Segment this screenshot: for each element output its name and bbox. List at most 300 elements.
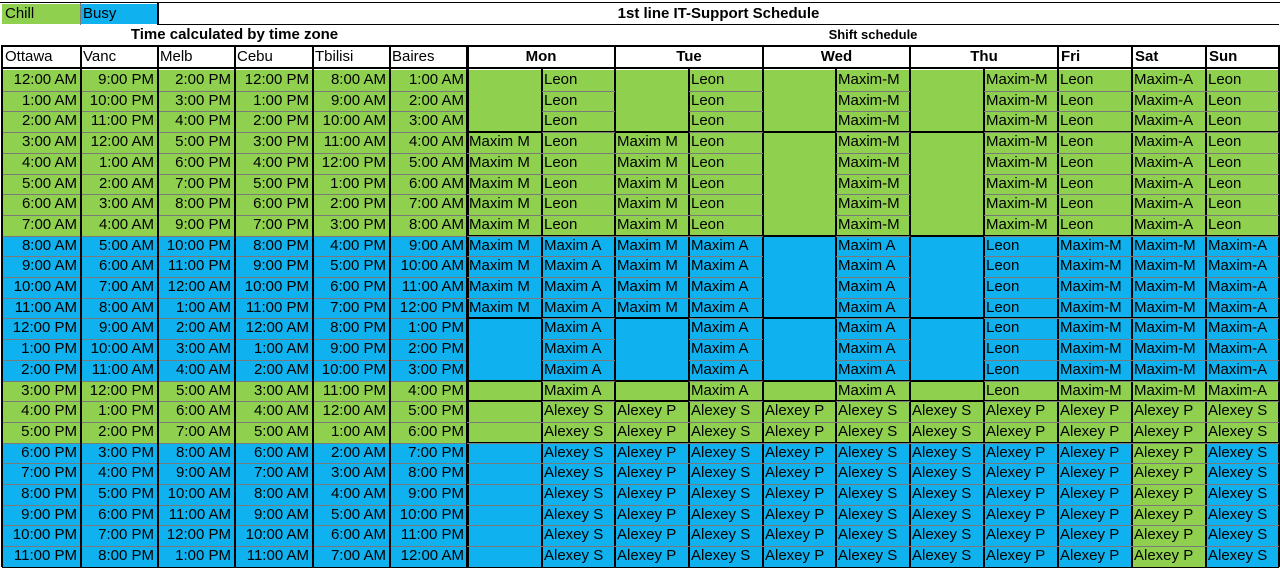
grid-line (984, 422, 1058, 423)
tz-time-cell: 6:00 PM (389, 422, 467, 443)
tz-time-cell: 4:00 PM (2, 401, 80, 422)
shift-cell: Maxim A (542, 298, 615, 318)
grid-line (542, 318, 615, 319)
shift-cell (467, 525, 542, 546)
grid-line (0, 2, 1280, 3)
shift-cell (763, 236, 836, 256)
grid-line (836, 318, 910, 319)
shift-cell: Maxim-M (1058, 339, 1132, 360)
shift-cell: Leon (1206, 132, 1279, 153)
tz-time-cell: 5:00 AM (2, 174, 80, 194)
grid-line (2, 67, 1279, 69)
grid-line (1058, 194, 1279, 195)
grid-line (762, 45, 764, 567)
grid-line (910, 484, 984, 485)
grid-line (467, 153, 542, 154)
grid-line (689, 91, 763, 92)
shift-cell: Alexey P (763, 422, 836, 443)
grid-line (984, 236, 1058, 237)
day-header-thu: Thu (970, 48, 998, 65)
shift-cell: Maxim M (467, 236, 542, 256)
tz-time-cell: 10:00 PM (389, 505, 467, 525)
shift-cell: Leon (1206, 215, 1279, 236)
tz-time-cell: 12:00 AM (80, 132, 157, 153)
shift-cell (910, 360, 984, 381)
tz-time-cell: 11:00 PM (234, 298, 312, 318)
grid-line (836, 422, 910, 423)
shift-cell: Maxim-A (1132, 111, 1206, 132)
grid-line (836, 443, 910, 444)
shift-cell (763, 277, 836, 298)
shift-cell (615, 111, 689, 132)
shift-cell (763, 111, 836, 132)
grid-line (466, 45, 468, 567)
shift-cell: Maxim A (542, 256, 615, 277)
shift-cell: Alexey S (542, 463, 615, 484)
grid-line (542, 91, 615, 92)
grid-line (836, 111, 910, 112)
day-header-fri: Fri (1061, 48, 1081, 65)
shift-cell: Alexey S (910, 443, 984, 463)
shift-cell (910, 277, 984, 298)
shift-cell: Leon (1058, 91, 1132, 111)
shift-cell: Maxim A (689, 360, 763, 381)
shift-cell: Maxim-A (1206, 381, 1279, 401)
tz-time-cell: 8:00 PM (157, 194, 234, 215)
grid-line (1058, 277, 1279, 278)
grid-line (1058, 91, 1279, 92)
day-header-sat: Sat (1135, 48, 1159, 65)
tz-time-cell: 1:00 AM (389, 70, 467, 91)
shift-cell: Alexey S (836, 443, 910, 463)
tz-time-cell: 11:00 AM (234, 546, 312, 567)
grid-line (984, 505, 1058, 506)
shift-cell: Alexey S (1206, 401, 1279, 422)
shift-cell: Alexey P (1132, 401, 1206, 422)
tz-time-cell: 12:00 PM (389, 298, 467, 318)
grid-line (984, 546, 1058, 547)
tz-time-cell: 3:00 AM (157, 339, 234, 360)
grid-line (615, 505, 689, 506)
shift-cell (910, 256, 984, 277)
grid-line (542, 546, 615, 547)
grid-line (689, 318, 763, 319)
shift-cell: Alexey S (910, 546, 984, 567)
grid-line (836, 256, 910, 257)
tz-time-cell: 3:00 AM (80, 194, 157, 215)
shift-cell: Maxim A (836, 256, 910, 277)
shift-cell: Alexey S (836, 546, 910, 567)
grid-line (542, 525, 615, 526)
shift-cell: Alexey S (910, 422, 984, 443)
grid-line (984, 215, 1058, 216)
tz-time-cell: 7:00 PM (389, 443, 467, 463)
tz-time-cell: 11:00 PM (157, 256, 234, 277)
shift-cell: Alexey S (1206, 422, 1279, 443)
tz-time-cell: 7:00 AM (80, 277, 157, 298)
grid-line (615, 443, 689, 444)
shift-cell: Maxim-M (1058, 360, 1132, 381)
shift-cell: Maxim-M (984, 174, 1058, 194)
grid-line (910, 525, 984, 526)
grid-line (836, 277, 910, 278)
grid-line (542, 132, 615, 133)
grid-line (836, 381, 910, 382)
shift-cell: Maxim A (542, 339, 615, 360)
grid-line (836, 174, 910, 175)
shift-cell: Maxim-M (1058, 298, 1132, 318)
shift-cell (467, 484, 542, 505)
tz-column-header: Tbilisi (315, 48, 354, 65)
grid-line (467, 215, 542, 216)
shift-cell: Maxim A (836, 277, 910, 298)
tz-time-cell: 12:00 PM (312, 153, 389, 174)
shift-cell: Maxim M (615, 236, 689, 256)
shift-cell: Alexey P (984, 401, 1058, 422)
shift-cell: Alexey S (689, 422, 763, 443)
grid-line (1057, 45, 1059, 567)
shift-cell: Maxim-A (1132, 174, 1206, 194)
tz-time-cell: 10:00 PM (157, 236, 234, 256)
tz-time-cell: 9:00 AM (234, 505, 312, 525)
tz-time-cell: 9:00 AM (389, 236, 467, 256)
shift-cell: Maxim-M (1132, 381, 1206, 401)
shift-cell: Maxim-M (984, 132, 1058, 153)
tz-time-cell: 8:00 AM (80, 298, 157, 318)
shift-cell (763, 174, 836, 194)
grid-line (467, 505, 542, 506)
tz-time-cell: 1:00 PM (312, 174, 389, 194)
shift-cell: Alexey S (1206, 443, 1279, 463)
shift-cell: Alexey P (984, 463, 1058, 484)
tz-time-cell: 4:00 PM (389, 381, 467, 401)
tz-time-cell: 4:00 AM (389, 132, 467, 153)
day-header-mon: Mon (525, 48, 557, 65)
tz-time-cell: 10:00 AM (2, 277, 80, 298)
shift-cell: Maxim-A (1132, 215, 1206, 236)
shift-cell: Alexey P (615, 422, 689, 443)
grid-line (689, 505, 763, 506)
tz-column-header: Cebu (237, 48, 273, 65)
grid-line (984, 298, 1058, 299)
grid-line (689, 484, 763, 485)
shift-cell (910, 318, 984, 339)
tz-time-cell: 2:00 AM (389, 91, 467, 111)
shift-cell: Alexey P (763, 484, 836, 505)
shift-cell: Maxim M (467, 277, 542, 298)
grid-line (1058, 339, 1279, 340)
tz-time-cell: 7:00 AM (389, 194, 467, 215)
shift-cell: Alexey P (763, 505, 836, 525)
shift-cell (615, 360, 689, 381)
shift-cell: Maxim-A (1132, 132, 1206, 153)
grid-line (615, 298, 689, 299)
shift-cell: Alexey S (542, 546, 615, 567)
tz-column-header: Vanc (83, 48, 117, 65)
grid-line (836, 525, 910, 526)
tz-time-cell: 7:00 AM (157, 422, 234, 443)
grid-line (1058, 505, 1279, 506)
grid-line (984, 194, 1058, 195)
shift-cell: Alexey S (542, 525, 615, 546)
tz-time-cell: 3:00 AM (312, 463, 389, 484)
grid-line (910, 505, 984, 506)
shift-cell: Maxim A (542, 236, 615, 256)
page-title: 1st line IT-Support Schedule (617, 5, 820, 22)
shift-cell: Alexey S (689, 546, 763, 567)
grid-line (836, 401, 910, 402)
grid-line (689, 381, 763, 382)
grid-line (542, 339, 615, 340)
shift-cell (763, 132, 836, 153)
shift-cell: Leon (984, 360, 1058, 381)
tz-time-cell: 2:00 PM (2, 360, 80, 381)
shift-cell: Alexey P (984, 484, 1058, 505)
grid-line (542, 236, 615, 237)
shift-cell (910, 194, 984, 215)
shift-cell: Maxim A (836, 298, 910, 318)
tz-time-cell: 3:00 PM (157, 91, 234, 111)
grid-line (542, 463, 615, 464)
shift-cell: Maxim M (615, 277, 689, 298)
grid-line (1131, 45, 1133, 567)
day-header-tue: Tue (676, 48, 702, 65)
grid-line (689, 401, 763, 402)
shift-cell: Maxim-M (1058, 381, 1132, 401)
grid-line (615, 236, 689, 237)
grid-line (1, 45, 3, 567)
shift-cell: Leon (1206, 194, 1279, 215)
tz-column-header: Ottawa (5, 48, 53, 65)
grid-line (615, 153, 689, 154)
tz-time-cell: 9:00 PM (2, 505, 80, 525)
tz-time-cell: 7:00 PM (312, 298, 389, 318)
grid-line (1058, 422, 1279, 423)
tz-time-cell: 5:00 PM (2, 422, 80, 443)
shift-cell: Leon (689, 194, 763, 215)
tz-time-cell: 5:00 PM (312, 256, 389, 277)
tz-time-cell: 11:00 AM (80, 360, 157, 381)
shift-cell: Maxim M (467, 298, 542, 318)
tz-time-cell: 6:00 AM (2, 194, 80, 215)
shift-cell: Maxim A (689, 256, 763, 277)
tz-time-cell: 8:00 PM (80, 546, 157, 567)
grid-line (542, 174, 615, 175)
tz-time-cell: 3:00 PM (2, 381, 80, 401)
grid-line (836, 360, 910, 361)
grid-line (542, 153, 615, 154)
grid-line (542, 401, 615, 402)
shift-cell: Maxim-A (1206, 360, 1279, 381)
shift-cell: Maxim-A (1132, 153, 1206, 174)
tz-time-cell: 8:00 AM (312, 70, 389, 91)
tz-time-cell: 8:00 AM (2, 236, 80, 256)
shift-cell: Leon (689, 174, 763, 194)
grid-line (467, 277, 542, 278)
shift-cell: Alexey P (1058, 401, 1132, 422)
tz-time-cell: 4:00 AM (157, 360, 234, 381)
shift-cell: Maxim-A (1132, 70, 1206, 91)
tz-time-cell: 6:00 AM (389, 174, 467, 194)
shift-cell: Alexey S (689, 484, 763, 505)
shift-cell: Alexey P (615, 463, 689, 484)
tz-time-cell: 12:00 AM (157, 277, 234, 298)
shift-cell: Maxim M (467, 215, 542, 236)
shift-cell: Alexey P (1058, 546, 1132, 567)
shift-cell: Leon (689, 132, 763, 153)
grid-line (689, 215, 763, 216)
shift-cell: Maxim-M (984, 70, 1058, 91)
grid-line (836, 505, 910, 506)
shift-cell: Maxim-M (984, 194, 1058, 215)
shift-cell: Leon (1058, 132, 1132, 153)
tz-time-cell: 9:00 PM (234, 256, 312, 277)
tz-time-cell: 9:00 AM (312, 91, 389, 111)
shift-cell (763, 298, 836, 318)
shift-cell: Alexey S (689, 505, 763, 525)
tz-time-cell: 5:00 PM (80, 484, 157, 505)
shift-cell: Leon (1058, 111, 1132, 132)
grid-line (909, 45, 911, 567)
shift-cell: Maxim-M (984, 111, 1058, 132)
tz-time-cell: 7:00 PM (234, 215, 312, 236)
grid-line (467, 463, 542, 464)
tz-time-cell: 6:00 PM (234, 194, 312, 215)
shift-cell (763, 215, 836, 236)
tz-time-cell: 1:00 PM (157, 546, 234, 567)
tz-time-cell: 6:00 PM (2, 443, 80, 463)
tz-time-cell: 5:00 AM (389, 153, 467, 174)
grid-line (467, 422, 542, 423)
grid-line (1058, 111, 1279, 112)
grid-line (1058, 443, 1279, 444)
tz-time-cell: 2:00 AM (312, 443, 389, 463)
tz-time-cell: 4:00 AM (2, 153, 80, 174)
shift-cell: Alexey P (763, 525, 836, 546)
shift-cell: Alexey S (910, 525, 984, 546)
grid-line (1058, 236, 1279, 237)
shift-cell: Alexey S (689, 401, 763, 422)
tz-time-cell: 11:00 AM (312, 132, 389, 153)
shift-cell: Maxim-A (1132, 194, 1206, 215)
grid-line (542, 298, 615, 299)
tz-time-cell: 2:00 PM (80, 422, 157, 443)
tz-time-cell: 8:00 PM (389, 463, 467, 484)
shift-cell: Alexey S (542, 505, 615, 525)
grid-line (1058, 174, 1279, 175)
tz-time-cell: 2:00 PM (157, 70, 234, 91)
grid-line (1058, 153, 1279, 154)
shift-cell (467, 70, 542, 91)
shift-cell: Maxim A (542, 318, 615, 339)
shift-cell (910, 91, 984, 111)
shift-cell: Alexey S (836, 505, 910, 525)
shift-cell (467, 443, 542, 463)
grid-line (2, 567, 1279, 568)
grid-line (763, 484, 836, 485)
grid-line (984, 91, 1058, 92)
shift-cell: Leon (542, 91, 615, 111)
grid-line (542, 484, 615, 485)
tz-time-cell: 7:00 PM (80, 525, 157, 546)
shift-cell: Alexey P (1132, 463, 1206, 484)
grid-line (542, 443, 615, 444)
tz-time-cell: 10:00 PM (2, 525, 80, 546)
grid-line (312, 45, 314, 567)
shift-cell (910, 174, 984, 194)
grid-line (1058, 360, 1279, 361)
tz-time-cell: 10:00 AM (389, 256, 467, 277)
shift-cell: Maxim-A (1206, 339, 1279, 360)
shift-cell: Maxim-M (836, 194, 910, 215)
shift-cell: Leon (984, 256, 1058, 277)
shift-cell: Alexey P (1058, 484, 1132, 505)
tz-time-cell: 6:00 AM (157, 401, 234, 422)
tz-time-cell: 12:00 PM (234, 70, 312, 91)
shift-cell: Maxim A (836, 318, 910, 339)
grid-line (467, 256, 542, 257)
shift-cell (910, 339, 984, 360)
grid-line (689, 256, 763, 257)
shift-cell: Maxim A (542, 360, 615, 381)
grid-line (836, 215, 910, 216)
grid-line (836, 91, 910, 92)
shift-cell: Alexey S (1206, 525, 1279, 546)
shift-cell: Maxim A (542, 277, 615, 298)
tz-time-cell: 2:00 AM (80, 174, 157, 194)
grid-line (542, 277, 615, 278)
grid-line (836, 484, 910, 485)
grid-line (542, 381, 615, 382)
grid-line (689, 546, 763, 547)
grid-line (836, 132, 910, 133)
grid-line (763, 546, 836, 547)
grid-line (1058, 298, 1279, 299)
grid-line (80, 3, 81, 25)
shift-cell: Leon (1206, 111, 1279, 132)
shift-cell: Alexey P (1132, 484, 1206, 505)
shift-cell (467, 381, 542, 401)
shift-cell: Alexey P (615, 525, 689, 546)
shift-cell: Maxim A (689, 277, 763, 298)
grid-line (1205, 45, 1207, 567)
shift-cell: Maxim A (689, 339, 763, 360)
tz-time-cell: 2:00 PM (389, 339, 467, 360)
tz-time-cell: 5:00 AM (80, 236, 157, 256)
tz-time-cell: 8:00 PM (234, 236, 312, 256)
shift-cell: Maxim-M (836, 70, 910, 91)
shift-cell: Leon (542, 70, 615, 91)
grid-line (615, 215, 689, 216)
grid-line (836, 194, 910, 195)
shift-cell: Alexey S (542, 484, 615, 505)
tz-time-cell: 1:00 PM (234, 91, 312, 111)
grid-line (984, 153, 1058, 154)
shift-cell: Maxim A (836, 236, 910, 256)
shift-cell (910, 215, 984, 236)
grid-line (689, 111, 763, 112)
legend-chill: Chill (2, 4, 80, 24)
shift-cell: Leon (984, 381, 1058, 401)
shift-cell: Leon (1058, 153, 1132, 174)
tz-time-cell: 7:00 AM (234, 463, 312, 484)
grid-line (836, 236, 910, 237)
shift-cell: Leon (984, 318, 1058, 339)
grid-line (910, 546, 984, 547)
grid-line (984, 463, 1058, 464)
tz-time-cell: 4:00 PM (80, 463, 157, 484)
grid-line (984, 525, 1058, 526)
